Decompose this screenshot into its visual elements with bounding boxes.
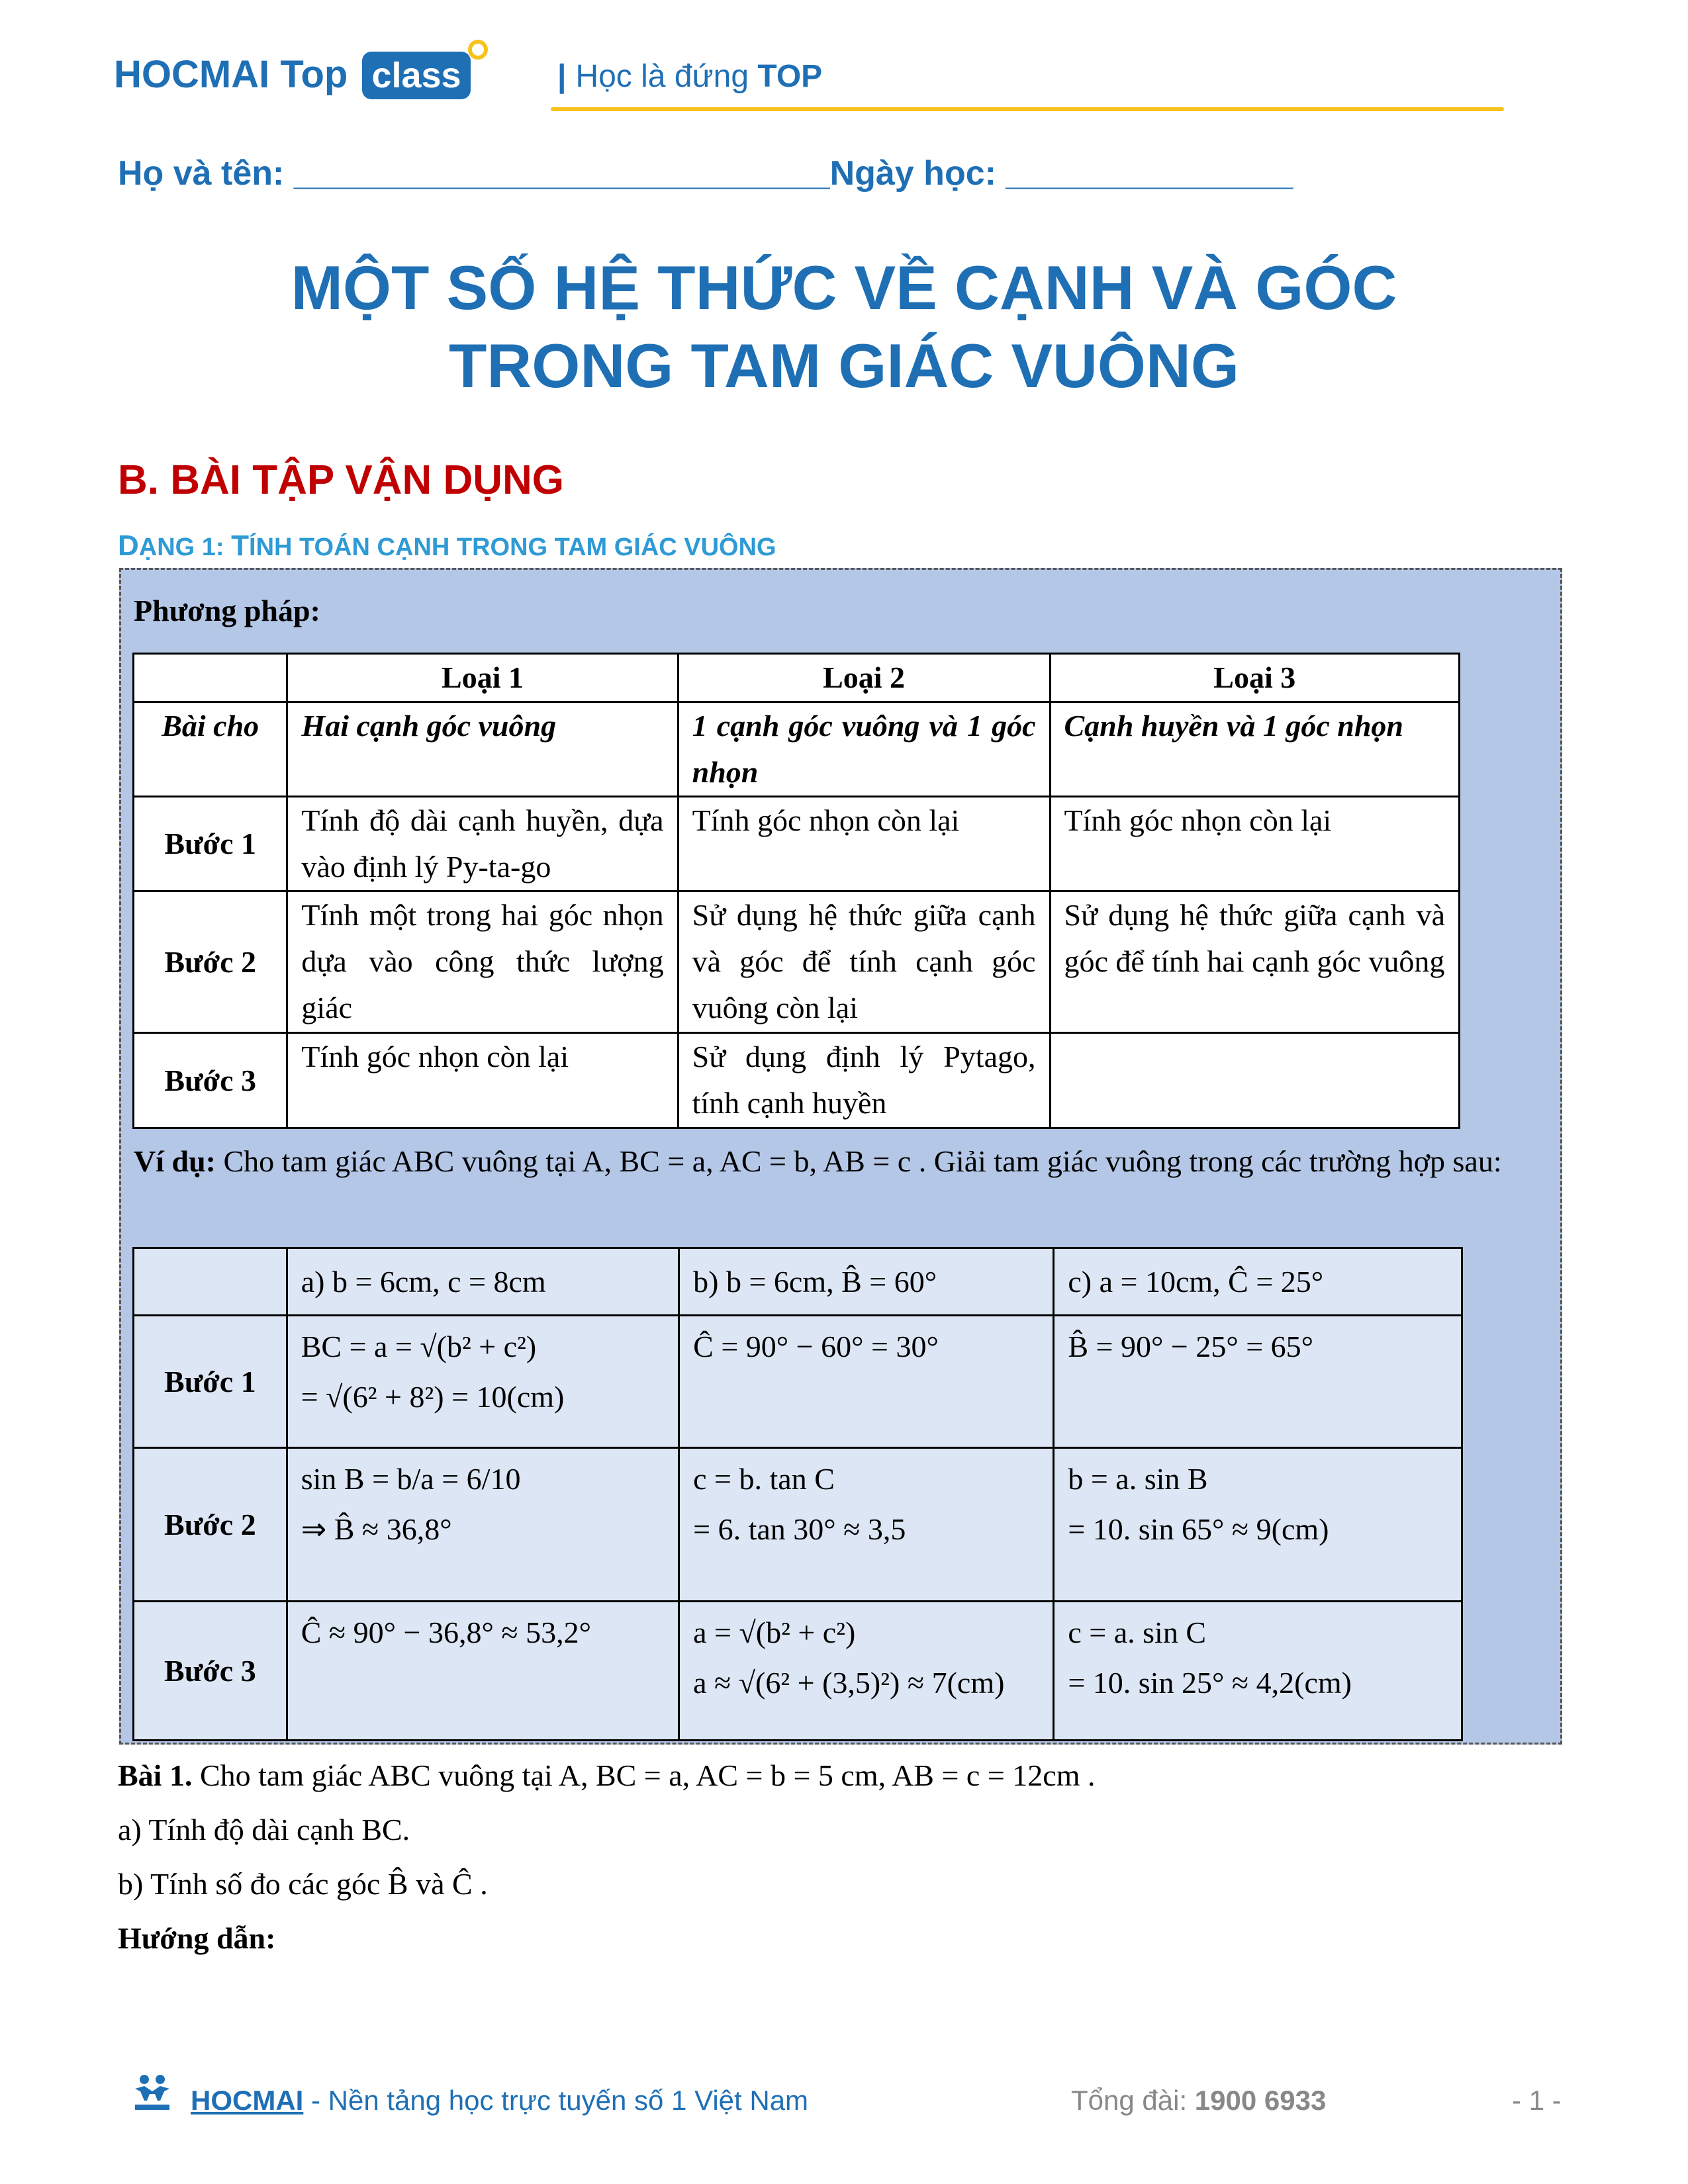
exercise-1-label: Bài 1. [118, 1758, 193, 1792]
formula-line: ⇒ B̂ ≈ 36,8° [301, 1512, 452, 1546]
step-cell: Sử dụng định lý Pytago, tính cạnh huyền [678, 1033, 1050, 1128]
tinh-initial: T [231, 529, 250, 562]
tinh-rest: ÍNH TOÁN CẠNH TRONG TAM GIÁC VUÔNG [249, 533, 776, 561]
guide-label: Hướng dẫn: [118, 1921, 276, 1955]
case-a: a) b = 6cm, c = 8cm [287, 1248, 679, 1316]
formula-cell [287, 1316, 679, 1448]
formula-cell [679, 1602, 1054, 1741]
formula-line: = √(6² + 8²) = 10(cm) [301, 1380, 565, 1414]
step-label: Bước 1 [134, 1316, 287, 1448]
logo-class-badge [362, 52, 470, 99]
method-table [132, 653, 1460, 1129]
footer-hotline [1071, 2085, 1326, 2116]
header-underline [551, 107, 1504, 111]
example-table [132, 1247, 1463, 1741]
slogan-divider: | [557, 59, 567, 94]
logo-top-text: Top [280, 53, 348, 96]
given-cell: 1 cạnh góc vuông và 1 góc nhọn [678, 702, 1050, 797]
header-loai-2: Loại 2 [678, 654, 1050, 702]
table-row [134, 1316, 1462, 1448]
step-cell: Sử dụng hệ thức giữa cạnh và góc để tính hai cạnh góc vuông [1050, 891, 1460, 1033]
footer-brand-link[interactable]: HOCMAI [191, 2085, 304, 2116]
hocmai-people-icon [131, 2071, 173, 2114]
given-cell: Hai cạnh góc vuông [287, 702, 678, 797]
formula-line: b = a. sin B [1068, 1462, 1208, 1496]
title-line-2: TRONG TAM GIÁC VUÔNG [448, 331, 1240, 400]
table-row [134, 891, 1460, 1033]
formula-cell [679, 1316, 1054, 1448]
exercise-1-part-a: a) Tính độ dài cạnh BC. [118, 1813, 410, 1846]
formula-line: = 10. sin 65° ≈ 9(cm) [1068, 1512, 1329, 1546]
method-label: Phương pháp: [134, 594, 320, 627]
header-loai-1: Loại 1 [287, 654, 678, 702]
table-cell-empty [134, 1248, 287, 1316]
hotline-number: 1900 6933 [1194, 2085, 1327, 2116]
table-row [134, 654, 1460, 702]
page-number: - 1 - [1512, 2085, 1562, 2116]
student-info-line: Họ và tên: ____________________________Ngày học: _______________ [118, 154, 1293, 193]
dang-rest: ẠNG 1: [138, 533, 232, 561]
step-cell [1050, 1033, 1460, 1128]
table-row [134, 1602, 1462, 1741]
slogan-emph: TOP [757, 59, 823, 94]
formula-line: c = a. sin C [1068, 1615, 1206, 1649]
step-cell: Tính độ dài cạnh huyền, dựa vào định lý Py-ta-go [287, 797, 678, 891]
case-b: b) b = 6cm, B̂ = 60° [679, 1248, 1054, 1316]
step-label: Bước 2 [134, 891, 287, 1033]
formula-line: a ≈ √(6² + (3,5)²) ≈ 7(cm) [693, 1666, 1005, 1700]
example-statement [134, 1136, 1550, 1187]
exercise-1-statement [118, 1749, 1561, 1803]
exercise-1 [118, 1749, 1561, 1966]
logo-hocmai-text: HOCMAI [114, 53, 270, 96]
footer-tagline [191, 2085, 808, 2116]
step-label: Bước 3 [134, 1602, 287, 1741]
step-label: Bước 1 [134, 797, 287, 891]
page-title [0, 249, 1688, 405]
hotline-label: Tổng đài: [1071, 2085, 1195, 2116]
step-label: Bước 3 [134, 1033, 287, 1128]
formula-line: = 10. sin 25° ≈ 4,2(cm) [1068, 1666, 1352, 1700]
formula-line: sin B = b/a = 6/10 [301, 1462, 521, 1496]
step-cell: Sử dụng hệ thức giữa cạnh và góc để tính cạnh góc vuông còn lại [678, 891, 1050, 1033]
example-text: Cho tam giác ABC vuông tại A, BC = a, AC = b, AB = c . Giải tam giác vuông trong các trường hợp sau: [215, 1144, 1502, 1178]
slogan-prefix: Học là đứng [575, 59, 749, 94]
step-cell: Tính góc nhọn còn lại [1050, 797, 1460, 891]
formula-cell [287, 1448, 679, 1602]
formula-cell [1054, 1316, 1462, 1448]
formula-line: BC = a = √(b² + c²) [301, 1330, 537, 1363]
table-row [134, 1248, 1462, 1316]
formula-cell [287, 1602, 679, 1741]
title-line-1: MỘT SỐ HỆ THỨC VỀ CẠNH VÀ GÓC [291, 253, 1397, 322]
table-row [134, 702, 1460, 797]
step-label: Bước 2 [134, 1448, 287, 1602]
dang-initial: D [118, 529, 139, 562]
header-loai-3: Loại 3 [1050, 654, 1460, 702]
exercise-1-text: Cho tam giác ABC vuông tại A, BC = a, AC = b = 5 cm, AB = c = 12cm . [192, 1758, 1096, 1792]
formula-cell [1054, 1602, 1462, 1741]
step-cell: Tính góc nhọn còn lại [678, 797, 1050, 891]
example-label: Ví dụ: [134, 1144, 216, 1178]
step-cell: Tính góc nhọn còn lại [287, 1033, 678, 1128]
section-heading: B. BÀI TẬP VẬN DỤNG [118, 457, 565, 503]
table-row [134, 1448, 1462, 1602]
step-cell: Tính một trong hai góc nhọn dựa vào công thức lượng giác [287, 891, 678, 1033]
formula-line: Ĉ = 90° − 60° = 30° [693, 1330, 939, 1363]
footer-tagline-text: - Nền tảng học trực tuyến số 1 Việt Nam [303, 2085, 809, 2116]
formula-line: = 6. tan 30° ≈ 3,5 [693, 1512, 906, 1546]
formula-line: a = √(b² + c²) [693, 1615, 856, 1649]
hocmai-topclass-logo [114, 52, 471, 99]
exercise-1-part-b: b) Tính số đo các góc B̂ và Ĉ . [118, 1867, 488, 1901]
table-cell-empty [134, 654, 287, 702]
table-row [134, 1033, 1460, 1128]
case-c: c) a = 10cm, Ĉ = 25° [1054, 1248, 1462, 1316]
formula-cell [1054, 1448, 1462, 1602]
given-cell: Cạnh huyền và 1 góc nhọn [1050, 702, 1460, 797]
given-label: Bài cho [134, 702, 287, 797]
formula-line: c = b. tan C [693, 1462, 835, 1496]
sun-icon [468, 40, 488, 60]
subsection-heading [118, 529, 776, 563]
header-slogan [557, 58, 822, 95]
formula-line: B̂ = 90° − 25° = 65° [1068, 1330, 1314, 1363]
table-row [134, 797, 1460, 891]
formula-line: Ĉ ≈ 90° − 36,8° ≈ 53,2° [301, 1615, 592, 1649]
formula-cell [679, 1448, 1054, 1602]
logo-class-text: class [371, 56, 461, 95]
